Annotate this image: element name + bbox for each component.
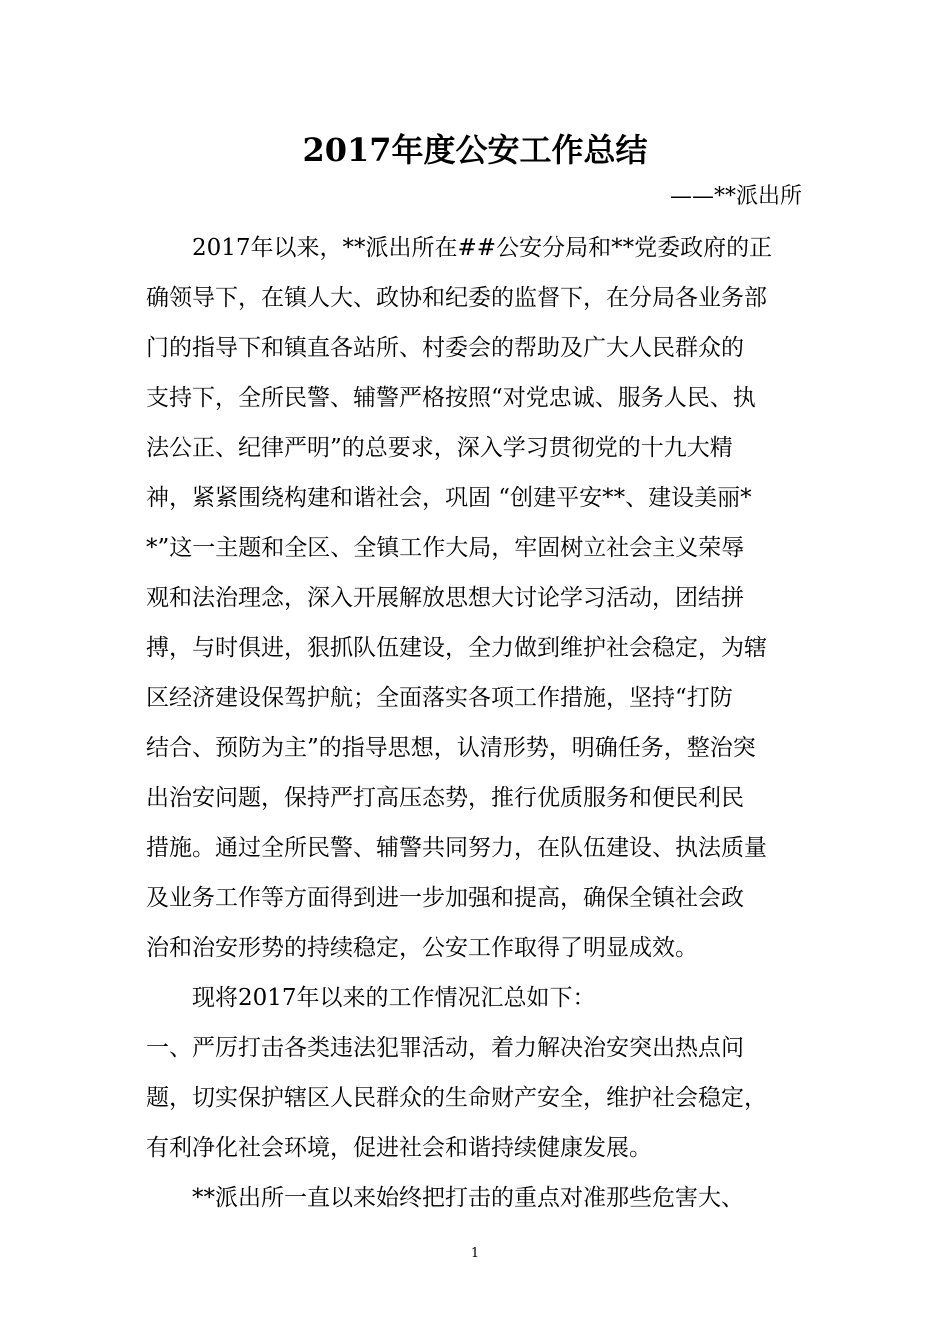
body-line: 法公正、纪律严明”的总要求，深入学习贯彻党的十九大精 <box>146 435 733 461</box>
body-line: **派出所一直以来始终把打击的重点对准那些危害大、 <box>146 1185 744 1211</box>
body-line: 2017年以来，**派出所在##公安分局和**党委政府的正 <box>146 235 773 261</box>
body-line: 现将2017年以来的工作情况汇总如下： <box>146 985 596 1011</box>
body-line: 治和治安形势的持续稳定，公安工作取得了明显成效。 <box>146 935 698 961</box>
body-line: 观和法治理念，深入开展解放思想大讨论学习活动，团结拼 <box>146 585 744 611</box>
body-line: 门的指导下和镇直各站所、村委会的帮助及广大人民群众的 <box>146 335 744 361</box>
body-line: 确领导下，在镇人大、政协和纪委的监督下，在分局各业务部 <box>146 285 767 311</box>
body-line: 及业务工作等方面得到进一步加强和提高，确保全镇社会政 <box>146 885 744 911</box>
body-line: 区经济建设保驾护航；全面落实各项工作措施，坚持“打防 <box>146 685 733 711</box>
document-signature: ——**派出所 <box>669 184 802 209</box>
body-line: 出治安问题，保持严打高压态势，推行优质服务和便民利民 <box>146 785 744 811</box>
page-number: 1 <box>470 1246 480 1261</box>
section-heading-line: 有利净化社会环境，促进社会和谐持续健康发展。 <box>146 1135 652 1161</box>
section-heading-line: 题，切实保护辖区人民群众的生命财产安全，维护社会稳定， <box>146 1085 767 1111</box>
body-line: 措施。通过全所民警、辅警共同努力，在队伍建设、执法质量 <box>146 835 767 861</box>
body-line: 神，紧紧围绕构建和谐社会，巩固 “创建平安**、建设美丽* <box>146 485 752 511</box>
document-title: 2017年度公安工作总结 <box>302 131 648 169</box>
section-heading-line: 一、严厉打击各类违法犯罪活动，着力解决治安突出热点问 <box>146 1035 744 1061</box>
body-line: 支持下，全所民警、辅警严格按照“对党忠诚、服务人民、执 <box>146 385 756 411</box>
body-line: 搏，与时俱进，狠抓队伍建设，全力做到维护社会稳定，为辖 <box>146 635 767 661</box>
body-line: *”这一主题和全区、全镇工作大局，牢固树立社会主义荣辱 <box>146 535 745 561</box>
body-line: 结合、预防为主”的指导思想，认清形势，明确任务，整治突 <box>146 735 756 761</box>
